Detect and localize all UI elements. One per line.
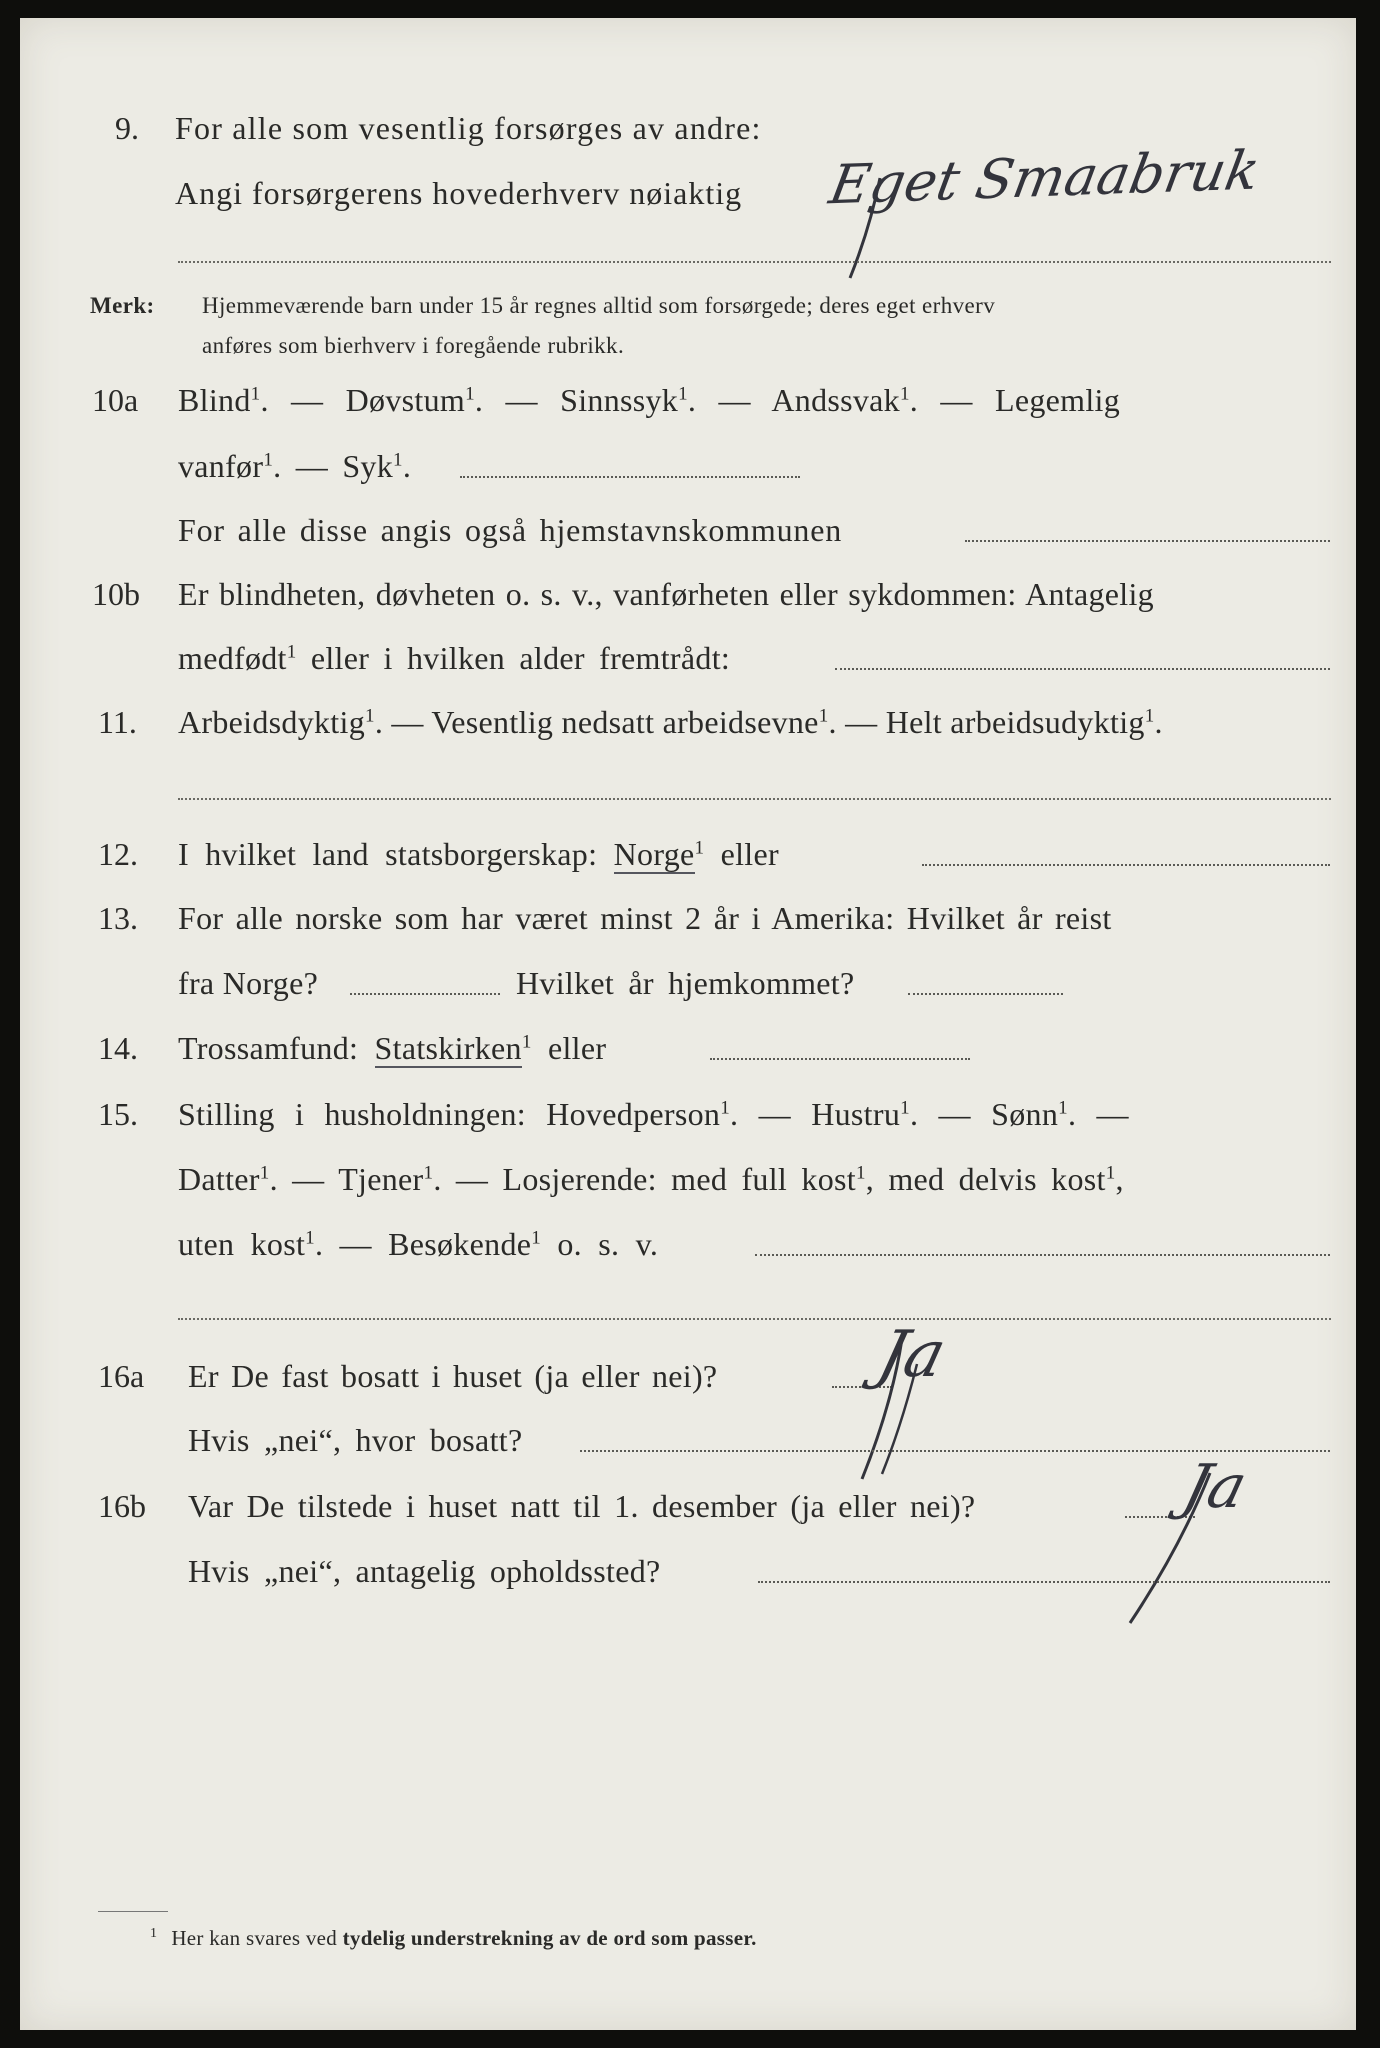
- q9-handwriting-stroke: [840, 168, 920, 288]
- footnote-mark: 1: [150, 1926, 158, 1941]
- q14-statskirken-underlined: Statskirken: [374, 1030, 522, 1066]
- q16b-line1: Var De tilstede i huset natt til 1. desember (ja eller nei)?: [188, 1488, 976, 1524]
- q10a-line2: vanfør$^1$. — Syk$^1$.: [178, 448, 412, 484]
- q12-line: I hvilket land statsborgerskap: Norge$^1$ eller: [178, 836, 779, 872]
- q15-line3: uten kost$^1$. — Besøkende$^1$ o. s. v.: [178, 1226, 659, 1262]
- q13-line2a: fra Norge?: [178, 965, 319, 1001]
- q10b-line1: Er blindheten, døvheten o. s. v., vanførheten eller sykdommen: Antagelig: [178, 576, 1154, 612]
- q15-extra-line: [178, 1318, 1331, 1320]
- q12-number: 12.: [98, 836, 138, 872]
- q9-handwritten-answer: Eget Smaabruk: [824, 138, 1265, 217]
- q16a-handwritten-answer: Ja: [870, 1318, 954, 1392]
- q16b-handwriting-stroke: [1110, 1468, 1220, 1628]
- q13-hjemkommet-answer-line: [908, 993, 1063, 995]
- q16b-handwritten-answer: Ja: [1176, 1452, 1254, 1522]
- q15-line2: Datter$^1$. — Tjener$^1$. — Losjerende: med full kost$^1$, med delvis kost$^1$,: [178, 1161, 1124, 1197]
- q15-number: 15.: [98, 1096, 138, 1132]
- q10a-line1: Blind$^1$. — Døvstum$^1$. — Sinnssyk$^1$. — Andssvak$^1$. — Legemlig: [178, 382, 1121, 418]
- q10b-answer-line: [835, 668, 1330, 670]
- q12-answer-line: [922, 864, 1330, 866]
- q11-line: Arbeidsdyktig$^1$. — Vesentlig nedsatt arbeidsevne$^1$. — Helt arbeidsudyktig$^1$.: [178, 704, 1163, 740]
- merk-label: Merk:: [90, 293, 155, 318]
- q10a-kommune-answer-line: [965, 540, 1330, 542]
- q15-line1: Stilling i husholdningen: Hovedperson$^1$. — Hustru$^1$. — Sønn$^1$. —: [178, 1096, 1129, 1132]
- q16a-line2: Hvis „nei“, hvor bosatt?: [188, 1422, 523, 1458]
- q14-line: Trossamfund: Statskirken$^1$ eller: [178, 1030, 607, 1066]
- q15-answer-line: [755, 1254, 1330, 1256]
- q9-number: 9.: [115, 110, 139, 146]
- q16b-opholdssted-answer-line: [758, 1581, 1330, 1583]
- footnote-rule: [98, 1911, 168, 1912]
- q12-norge-underlined: Norge: [613, 836, 695, 872]
- merk-line2: anføres som bierhverv i foregående rubrikk.: [202, 333, 625, 358]
- q10a-syk-answer-line: [460, 476, 800, 478]
- q16a-number: 16a: [98, 1358, 145, 1394]
- q16a-handwriting-stroke: [842, 1334, 922, 1484]
- footnote: $^1$ Her kan svares ved tydelig understrekning av de ord som passer.: [150, 1926, 757, 1950]
- q13-line2b: Hvilket år hjemkommet?: [516, 965, 855, 1001]
- q16b-number: 16b: [98, 1488, 146, 1524]
- census-form-page: [20, 18, 1356, 2030]
- q9-line2: Angi forsørgerens hovederhverv nøiaktig: [175, 175, 743, 211]
- q10b-number: 10b: [92, 576, 140, 612]
- q10a-line3: For alle disse angis også hjemstavnskommunen: [178, 512, 843, 548]
- q14-number: 14.: [98, 1030, 138, 1066]
- q11-number: 11.: [98, 704, 137, 740]
- q11-answer-line: [178, 798, 1331, 800]
- q13-line1: For alle norske som har været minst 2 år i Amerika: Hvilket år reist: [178, 900, 1112, 936]
- q13-reist-answer-line: [350, 993, 500, 995]
- q10a-number: 10a: [92, 382, 139, 418]
- q13-number: 13.: [98, 900, 138, 936]
- q10b-line2: medfødt$^1$ eller i hvilken alder fremtrådt:: [178, 640, 731, 676]
- q9-line1: For alle som vesentlig forsørges av andre:: [175, 110, 762, 146]
- q9-answer-line: [178, 261, 1331, 263]
- q16a-line1: Er De fast bosatt i huset (ja eller nei)?: [188, 1358, 718, 1394]
- q14-answer-line: [710, 1058, 970, 1060]
- merk-line1: Hjemmeværende barn under 15 år regnes alltid som forsørgede; deres eget erhverv: [202, 293, 996, 318]
- q16b-line2: Hvis „nei“, antagelig opholdssted?: [188, 1553, 661, 1589]
